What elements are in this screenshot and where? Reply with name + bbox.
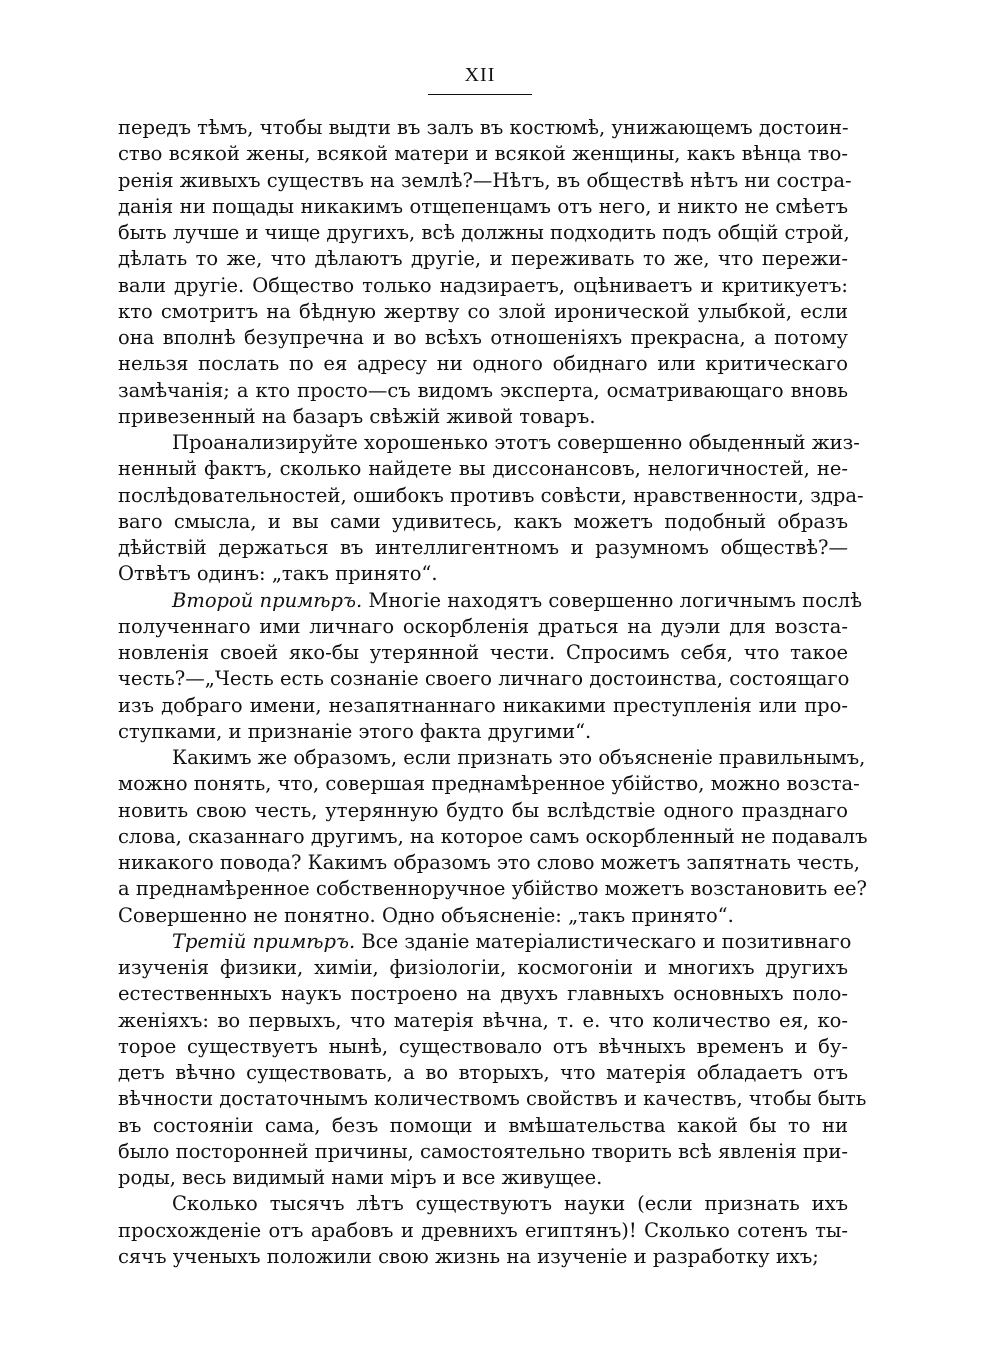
text-line (118, 850, 860, 876)
line-text: она вполнѣ безупречна и во всѣхъ отношеніяхъ прекрасна, а потому (118, 326, 848, 349)
line-text: торое существуетъ нынѣ, существовало отъ вѣчныхъ временъ и бу- (118, 1034, 848, 1058)
text-line (118, 1086, 867, 1112)
line-text: Проанализируйте хорошенько этотъ совершенно обыденный жиз- (172, 431, 860, 454)
text-line (118, 955, 848, 981)
line-text: новить свою честь, утерянную будто бы вслѣдствіе одного празднаго (118, 798, 848, 822)
text-line (118, 299, 848, 325)
paragraph (118, 929, 867, 1192)
line-text: данія ни пощады никакимъ отщепенцамъ отъ него, и никто не смѣетъ (118, 194, 848, 218)
body-text (118, 115, 868, 1270)
line-text: роды, весь видимый нами міръ и все живущее. (118, 1166, 603, 1189)
line-text: быть лучше и чище другихъ, всѣ должны подходить подъ общій строй, (118, 221, 850, 244)
text-line (118, 798, 848, 824)
paragraph (118, 745, 868, 929)
line-text: полученнаго ими личнаго оскорбленія драться на дуэли для возста- (118, 614, 848, 638)
text-line (118, 194, 848, 220)
text-line (118, 693, 848, 719)
line-text: изъ добраго имени, незапятнаннаго никакими преступленія или про- (118, 693, 848, 717)
text-line (118, 929, 852, 955)
line-text: женіяхъ: во первыхъ, что матерія вѣчна, т. е. что количество ея, ко- (118, 1008, 848, 1032)
line-text: слова, сказаннаго другимъ, на которое самъ оскорбленный не подавалъ (118, 824, 868, 848)
text-line (118, 220, 848, 246)
line-text: а преднамѣренное собственноручное убійство можетъ возстановить ее? (118, 877, 867, 901)
text-line (118, 535, 848, 561)
line-text: никакого повода? Какимъ образомъ это слово можетъ запятнать честь, (118, 851, 860, 874)
text-line (118, 719, 848, 745)
line-text: можно понять, что, совершая преднамѣренное убійство, можно возста- (118, 772, 860, 796)
text-line (118, 1113, 848, 1139)
text-line (118, 666, 848, 692)
text-line (118, 1191, 848, 1217)
line-text: ваго смысла, и вы сами удивитесь, какъ можетъ подобный образъ (118, 509, 848, 533)
line-text: Сколько тысячъ лѣтъ существуютъ науки (если признать ихъ (172, 1192, 848, 1216)
line-text: сячъ ученыхъ положили свою жизнь на изученіе и разработку ихъ; (118, 1244, 819, 1268)
line-text: замѣчанія; а кто просто—съ видомъ эксперта, осматривающаго вновь (118, 378, 848, 402)
example-heading: Второй примѣръ. (172, 588, 363, 612)
line-text: Совершенно не понятно. Одно объясненіе: „такъ принято“. (118, 903, 734, 927)
text-line (118, 1165, 848, 1191)
text-line (118, 1139, 848, 1165)
line-text: Все зданіе матеріалистическаго и позитивнаго (355, 929, 852, 953)
text-line (118, 1218, 848, 1244)
line-text: честь?—„Честь есть сознаніе своего личнаго достоинства, состоящаго (118, 667, 850, 691)
line-text: ненный фактъ, сколько найдете вы диссонансовъ, нелогичностей, не- (118, 457, 848, 481)
text-line (118, 1244, 848, 1270)
line-text: дѣлать то же, что дѣлаютъ другіе, и переживать то же, что пережи- (118, 247, 848, 271)
line-text: детъ вѣчно существовать, а во вторыхъ, что матерія обладаетъ отъ (118, 1061, 848, 1084)
text-line (118, 168, 852, 194)
text-line (118, 273, 848, 299)
line-text: Отвѣтъ одинъ: „такъ принято“. (118, 562, 438, 586)
line-text: вѣчности достаточнымъ количествомъ свойствъ и качествъ, чтобы быть (118, 1087, 867, 1111)
text-line (118, 115, 848, 141)
line-text: передъ тѣмъ, чтобы выдти въ залъ въ костюмѣ, унижающемъ достоин- (118, 116, 849, 139)
text-line (118, 378, 848, 404)
line-text: нельзя послать по ея адресу ни одного обиднаго или критическаго (118, 352, 848, 376)
line-text: Многіе находятъ совершенно логичнымъ послѣ (362, 588, 862, 612)
line-text: просхожденіе отъ арабовъ и древнихъ египтянъ)! Сколько сотенъ ты- (118, 1218, 848, 1242)
header-rule (428, 94, 532, 95)
line-text: въ состояніи сама, безъ помощи и вмѣшательства какой бы то ни (118, 1113, 848, 1137)
line-text: вали другіе. Общество только надзираетъ, оцѣниваетъ и критикуетъ: (118, 273, 848, 297)
text-line (118, 456, 848, 482)
paragraph (118, 1191, 848, 1270)
line-text: изученія физики, химіи, физіологіи, космогоніи и многихъ другихъ (118, 956, 848, 979)
text-line (118, 745, 866, 771)
text-line (118, 325, 848, 351)
line-text: кто смотритъ на бѣдную жертву со злой иронической улыбкой, если (118, 299, 848, 323)
text-line (118, 876, 867, 902)
line-text: естественныхъ наукъ построено на двухъ главныхъ основныхъ поло- (118, 982, 848, 1006)
text-line (118, 588, 862, 614)
text-line (118, 824, 868, 850)
text-line (118, 509, 848, 535)
paragraph (118, 115, 852, 430)
text-line (118, 903, 848, 929)
example-heading: Третій примѣръ. (172, 929, 356, 953)
text-line (118, 771, 860, 797)
line-text: было посторонней причины, самостоятельно творить всѣ явленія при- (118, 1139, 848, 1163)
paragraph (118, 430, 864, 588)
line-text: послѣдовательностей, ошибокъ противъ совѣсти, нравственности, здра- (118, 483, 864, 507)
paragraph (118, 588, 862, 746)
page-number: XII (464, 64, 496, 86)
line-text: ство всякой жены, всякой матери и всякой женщины, какъ вѣнца тво- (118, 142, 848, 166)
text-line (118, 1060, 848, 1086)
text-line (118, 141, 848, 167)
text-line (118, 561, 848, 587)
line-text: ступками, и признаніе этого факта другими“. (118, 719, 592, 743)
text-line (118, 640, 848, 666)
line-text: дѣйствій держаться въ интеллигентномъ и разумномъ обществѣ?— (118, 536, 848, 559)
line-text: Какимъ же образомъ, если признать это объясненіе правильнымъ, (172, 746, 866, 769)
text-line (118, 981, 848, 1007)
text-line (118, 614, 848, 640)
text-line (118, 351, 848, 377)
line-text: новленія своей яко-бы утерянной чести. Спросимъ себя, что такое (118, 641, 848, 664)
text-line (118, 246, 848, 272)
text-line (118, 1034, 848, 1060)
text-line (118, 1008, 848, 1034)
text-line (118, 430, 860, 456)
text-line (118, 404, 848, 430)
text-line (118, 483, 864, 509)
line-text: ренія живыхъ существъ на землѣ?—Нѣтъ, въ обществѣ нѣтъ ни состра- (118, 168, 852, 192)
line-text: привезенный на базаръ свѣжій живой товаръ. (118, 404, 596, 428)
